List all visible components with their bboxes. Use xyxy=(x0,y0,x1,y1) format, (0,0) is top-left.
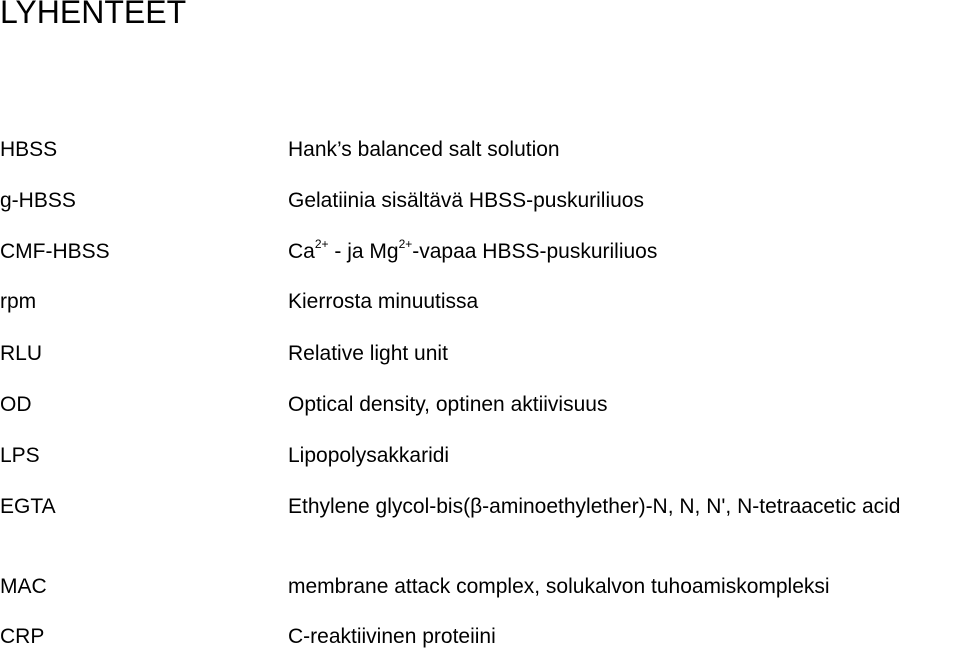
abbreviation-definition: Hank’s balanced salt solution xyxy=(288,138,560,161)
abbreviation-term: CMF-HBSS xyxy=(0,240,110,263)
abbreviation-term: MAC xyxy=(0,575,47,598)
abbreviation-definition: Kierrosta minuutissa xyxy=(288,290,479,313)
definition-text: - ja Mg xyxy=(328,240,399,263)
definition-text: -vapaa HBSS-puskuriliuos xyxy=(412,240,658,263)
abbreviation-definition: Gelatiinia sisältävä HBSS-puskuriliuos xyxy=(288,189,644,212)
abbreviation-term: EGTA xyxy=(0,495,56,518)
abbreviation-definition: membrane attack complex, solukalvon tuhoamiskompleksi xyxy=(288,575,830,598)
abbreviation-term: RLU xyxy=(0,342,43,365)
abbreviation-definition: Relative light unit xyxy=(288,342,448,365)
abbreviation-definition: Ethylene glycol-bis(β-aminoethylether)-N, N, N', N-tetraacetic acid xyxy=(288,495,901,518)
superscript-charge: 2+ xyxy=(314,237,329,251)
abbreviation-definition xyxy=(288,237,960,266)
abbreviation-term: OD xyxy=(0,393,32,416)
definition-text: Ca xyxy=(288,240,315,263)
abbreviation-term: HBSS xyxy=(0,138,58,161)
abbreviation-definition: Optical density, optinen aktiivisuus xyxy=(288,393,608,416)
abbreviation-definition: Lipopolysakkaridi xyxy=(288,444,450,467)
page-title: LYHENTEET xyxy=(0,0,187,30)
abbreviation-term: rpm xyxy=(0,290,37,313)
abbreviation-term: LPS xyxy=(0,444,40,467)
abbreviation-term: g-HBSS xyxy=(0,189,76,212)
abbreviation-definition: C-reaktiivinen proteiini xyxy=(288,625,496,648)
abbreviation-term: CRP xyxy=(0,625,45,648)
superscript-charge: 2+ xyxy=(398,237,413,251)
